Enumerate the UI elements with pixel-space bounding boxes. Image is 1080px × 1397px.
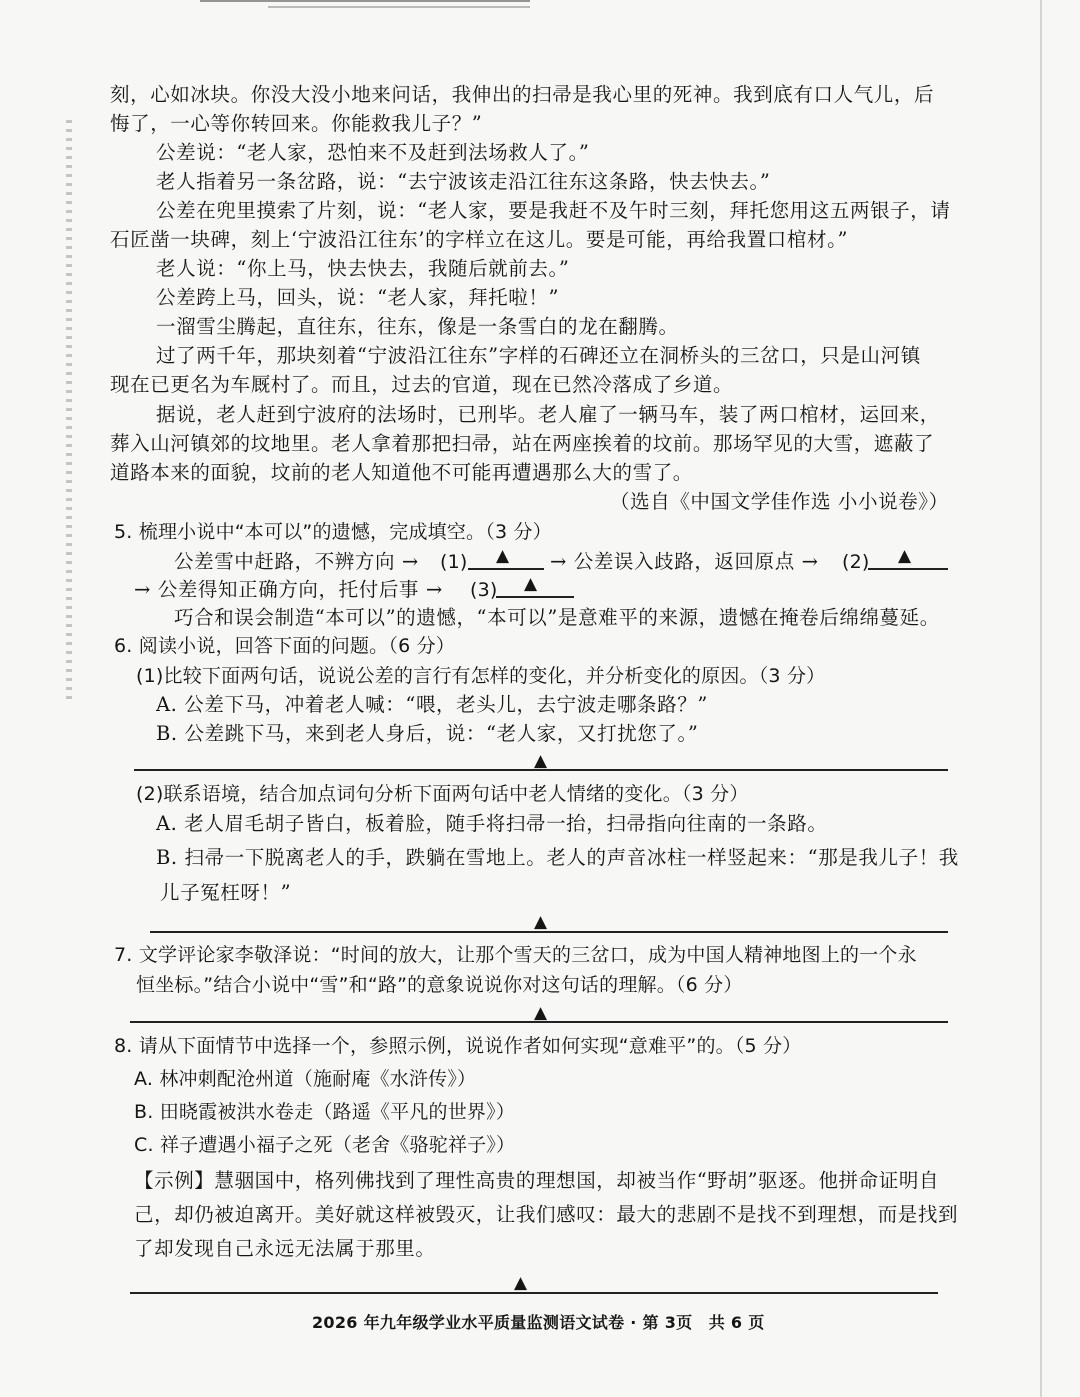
question-5-title: 5. 梳理小说中“本可以”的遗憾，完成填空。（3 分） (114, 521, 552, 543)
q5-flow-step: 公差雪中赶路，不辨方向 → (174, 550, 419, 573)
q5-answer-blank-3[interactable] (496, 596, 574, 598)
q5-flow-step: → 公差误入歧路，返回原点 → (550, 550, 819, 573)
q6-sub2-option-a: A. 老人眉毛胡子皆白，板着脸，随手将扫帚一抬，扫帚指向往南的一条路。 (156, 812, 828, 835)
q8-answer-line[interactable] (130, 1292, 938, 1294)
q8-option-a: A. 林冲刺配沧州道（施耐庵《水浒传》） (134, 1068, 477, 1090)
q8-option-b: B. 田晓霞被洪水卷走（路遥《平凡的世界》） (134, 1101, 516, 1123)
answer-triangle-icon: ▲ (898, 546, 912, 566)
story-line: 石匠凿一块碑，刻上‘宁波沿江往东’的字样立在这儿。要是可能，再给我置口棺材。” (110, 228, 849, 251)
story-line: 老人指着另一条岔路，说：“去宁波该走沿江往东这条路，快去快去。” (156, 170, 771, 193)
story-source: （选自《中国文学佳作选 小小说卷》） (610, 490, 949, 513)
q6-sub2-option-b-cont: 儿子冤枉呀！” (160, 881, 292, 904)
story-line: 公差在兜里摸索了片刻，说：“老人家，要是我赶不及午时三刻，拜托您用这五两银子，请 (156, 199, 951, 222)
q5-answer-blank-1[interactable] (468, 568, 544, 570)
q6-sub1-option-b: B. 公差跳下马，来到老人身后，说：“老人家，又打扰您了。” (156, 722, 699, 745)
story-line: 一溜雪尘腾起，直往东，往东，像是一条雪白的龙在翻腾。 (156, 315, 679, 338)
q6-sub2-option-b: B. 扫帚一下脱离老人的手，跌躺在雪地上。老人的声音冰柱一样竖起来：“那是我儿子！我 (156, 846, 959, 869)
q5-blank-number: (3) (470, 579, 498, 601)
q6-sub1-answer-line[interactable] (134, 769, 948, 771)
q5-blank-number: (2) (842, 551, 870, 573)
q6-sub2: (2)联系语境，结合加点词句分析下面两句话中老人情绪的变化。（3 分） (136, 783, 749, 805)
story-line: 老人说：“你上马，快去快去，我随后就前去。” (156, 257, 570, 280)
q8-example-line-3: 了却发现自己永远无法属于那里。 (134, 1237, 436, 1260)
q5-answer-blank-2[interactable] (868, 568, 948, 570)
question-7-line-2: 恒坐标。”结合小说中“雪”和“路”的意象说说你对这句话的理解。（6 分） (136, 974, 743, 996)
answer-triangle-icon: ▲ (534, 1003, 548, 1023)
q5-blank-number: (1) (440, 551, 468, 573)
q7-answer-line[interactable] (130, 1021, 948, 1023)
q8-option-c: C. 祥子遭遇小福子之死（老舍《骆驼祥子》） (134, 1134, 516, 1156)
q6-sub1: (1)比较下面两句话，说说公差的言行有怎样的变化，并分析变化的原因。（3 分） (136, 665, 826, 687)
page-footer: 2026 年九年级学业水平质量监测语文试卷 · 第 3页 共 6 页 (312, 1313, 765, 1332)
answer-triangle-icon: ▲ (534, 912, 548, 932)
story-line: 刻，心如冰块。你没大没小地来问话，我伸出的扫帚是我心里的死神。我到底有口人气儿，后 (110, 83, 935, 106)
story-line: 葬入山河镇郊的坟地里。老人拿着那把扫帚，站在两座挨着的坟前。那场罕见的大雪，遮蔽了 (110, 432, 935, 455)
q5-note: 巧合和误会制造“本可以”的遗憾，“本可以”是意难平的来源，遗憾在掩卷后绵绵蔓延。 (174, 606, 940, 629)
story-line: 悔了，一心等你转回来。你能救我儿子？” (110, 112, 483, 135)
story-line: 过了两千年，那块刻着“宁波沿江往东”字样的石碑还立在洞桥头的三岔口，只是山河镇 (156, 344, 921, 367)
story-line: 道路本来的面貌，坟前的老人知道他不可能再遭遇那么大的雪了。 (110, 461, 693, 484)
answer-triangle-icon: ▲ (514, 1273, 528, 1293)
story-line: 据说，老人赶到宁波府的法场时，已刑毕。老人雇了一辆马车，装了两口棺材，运回来， (156, 403, 940, 426)
question-7-line-1: 7. 文学评论家李敬泽说：“时间的放大，让那个雪天的三岔口，成为中国人精神地图上的一个永 (114, 944, 917, 966)
q8-example-line-2: 己，却仍被迫离开。美好就这样被毁灭，让我们感叹：最大的悲剧不是找不到理想，而是找到 (134, 1203, 959, 1226)
story-line: 公差说：“老人家，恐怕来不及赶到法场救人了。” (156, 141, 590, 164)
answer-triangle-icon: ▲ (524, 574, 538, 594)
story-line: 公差跨上马，回头，说：“老人家，拜托啦！” (156, 286, 560, 309)
q8-example-line-1: 【示例】慧骃国中，格列佛找到了理性高贵的理想国，却被当作“野胡”驱逐。他拼命证明自 (134, 1169, 940, 1192)
question-8-title: 8. 请从下面情节中选择一个，参照示例，说说作者如何实现“意难平”的。（5 分） (114, 1035, 802, 1057)
question-6-title: 6. 阅读小说，回答下面的问题。（6 分） (114, 635, 455, 657)
story-line: 现在已更名为车厩村了。而且，过去的官道，现在已然冷落成了乡道。 (110, 373, 734, 396)
q5-flow-step: → 公差得知正确方向，托付后事 → (134, 578, 443, 601)
q6-sub1-option-a: A. 公差下马，冲着老人喊：“喂，老头儿，去宁波走哪条路？” (156, 693, 708, 716)
q6-sub2-answer-line[interactable] (150, 931, 948, 933)
answer-triangle-icon: ▲ (496, 546, 510, 566)
answer-triangle-icon: ▲ (534, 751, 548, 771)
